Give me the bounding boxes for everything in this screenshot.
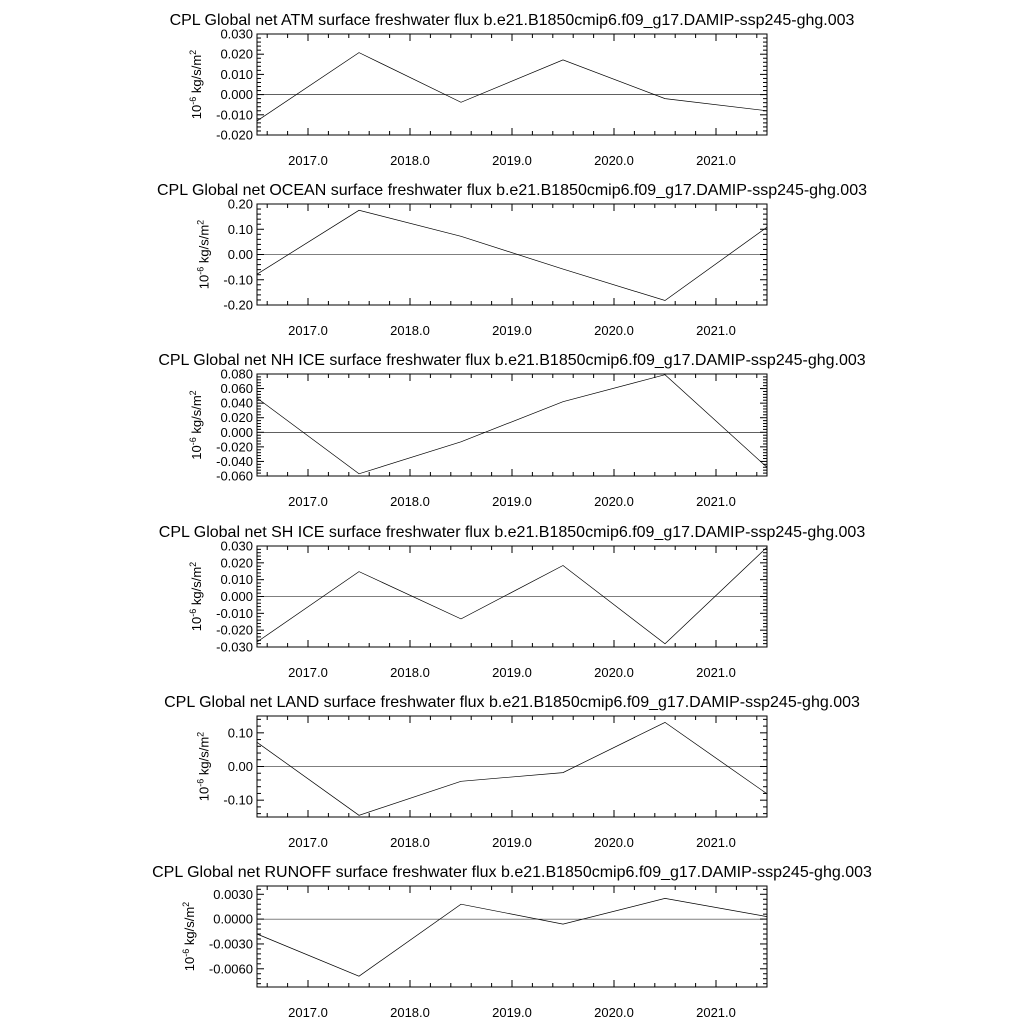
- y-tick-label: -0.10: [223, 272, 253, 288]
- y-axis-label-base: 10: [181, 956, 197, 972]
- y-tick-label: -0.040: [216, 453, 253, 469]
- x-tick-label: 2021.0: [696, 494, 736, 509]
- y-axis-label-base: 10: [196, 274, 212, 290]
- y-tick-label: 0.20: [227, 196, 253, 212]
- y-tick-label: -0.060: [216, 468, 253, 484]
- x-tick-label: 2017.0: [288, 323, 328, 338]
- y-axis-label-exponent: -6: [195, 778, 206, 787]
- x-tick-label: 2020.0: [594, 665, 634, 680]
- x-tick-label: 2021.0: [696, 1005, 736, 1020]
- y-tick-label: 0.10: [227, 221, 253, 237]
- y-tick-label: 0.0000: [213, 911, 253, 927]
- x-tick-label: 2018.0: [390, 1005, 430, 1020]
- y-axis-label-exponent: -6: [188, 437, 199, 446]
- x-tick-label: 2019.0: [492, 494, 532, 509]
- x-tick-label: 2021.0: [696, 665, 736, 680]
- y-axis-label: [188, 562, 204, 631]
- y-axis-label-base: 10: [189, 616, 205, 632]
- y-tick-label: -0.020: [216, 127, 253, 143]
- y-axis-label-exponent: -6: [180, 948, 191, 957]
- y-tick-label: 0.020: [220, 410, 253, 426]
- chart-title: CPL Global net NH ICE surface freshwater flux b.e21.B1850cmip6.f09_g17.DAMIP-ssp245-ghg.003: [158, 352, 866, 369]
- x-tick-label: 2019.0: [492, 1005, 532, 1020]
- y-axis-label-exponent: -6: [188, 96, 199, 105]
- x-tick-label: 2018.0: [390, 494, 430, 509]
- y-tick-label: 0.020: [220, 46, 253, 62]
- y-tick-label: 0.00: [227, 247, 253, 262]
- y-tick-label: -0.0060: [208, 961, 253, 977]
- x-tick-label: 2020.0: [594, 1005, 634, 1020]
- chart-title: CPL Global net SH ICE surface freshwater flux b.e21.B1850cmip6.f09_g17.DAMIP-ssp245-ghg.003: [158, 524, 866, 541]
- y-axis-label-unit: kg/s/m: [196, 736, 212, 779]
- x-tick-label: 2017.0: [288, 665, 328, 680]
- y-axis-label-squared: 2: [180, 901, 191, 907]
- y-tick-label: 0.00: [227, 759, 253, 774]
- y-tick-label: 0.010: [220, 66, 253, 82]
- x-tick-label: 2020.0: [594, 153, 634, 168]
- chart-title: CPL Global net LAND surface freshwater flux b.e21.B1850cmip6.f09_g17.DAMIP-ssp245-ghg.003: [164, 694, 860, 711]
- y-tick-label: 0.060: [220, 381, 253, 397]
- x-tick-label: 2021.0: [696, 153, 736, 168]
- y-tick-label: -0.030: [216, 639, 253, 655]
- x-tick-label: 2021.0: [696, 323, 736, 338]
- x-tick-label: 2020.0: [594, 835, 634, 850]
- y-axis-label-squared: 2: [195, 219, 206, 225]
- y-tick-label: -0.0030: [208, 936, 253, 952]
- y-tick-label: -0.010: [216, 605, 253, 621]
- y-axis-label-squared: 2: [188, 561, 199, 567]
- y-tick-label: 0.000: [220, 87, 253, 103]
- y-axis-label-base: 10: [196, 786, 212, 802]
- x-tick-label: 2017.0: [288, 153, 328, 168]
- y-axis-label-squared: 2: [188, 390, 199, 396]
- y-tick-label: -0.020: [216, 622, 253, 638]
- y-axis-label-unit: kg/s/m: [189, 566, 205, 609]
- chart-title: CPL Global net ATM surface freshwater flux b.e21.B1850cmip6.f09_g17.DAMIP-ssp245-ghg.003: [169, 12, 855, 29]
- y-tick-label: 0.010: [220, 572, 253, 588]
- y-tick-label: -0.20: [223, 297, 253, 313]
- y-tick-label: 0.000: [220, 589, 253, 604]
- y-axis-label: [196, 732, 212, 801]
- x-tick-label: 2017.0: [288, 835, 328, 850]
- x-tick-label: 2021.0: [696, 835, 736, 850]
- y-axis-label-squared: 2: [195, 731, 206, 737]
- y-tick-label: -0.010: [216, 107, 253, 123]
- y-tick-label: 0.020: [220, 555, 253, 571]
- y-tick-label: -0.020: [216, 439, 253, 455]
- y-axis-label-unit: kg/s/m: [181, 906, 197, 949]
- x-tick-label: 2018.0: [390, 153, 430, 168]
- x-tick-label: 2018.0: [390, 665, 430, 680]
- x-tick-label: 2017.0: [288, 494, 328, 509]
- x-tick-label: 2020.0: [594, 494, 634, 509]
- y-tick-label: 0.030: [220, 26, 253, 42]
- y-axis-label-squared: 2: [188, 49, 199, 55]
- y-tick-label: 0.000: [220, 424, 253, 440]
- y-axis-label-exponent: -6: [188, 608, 199, 617]
- chart-title: CPL Global net RUNOFF surface freshwater flux b.e21.B1850cmip6.f09_g17.DAMIP-ssp245-ghg.003: [152, 864, 872, 881]
- y-tick-label: 0.040: [220, 395, 253, 411]
- y-axis-label-unit: kg/s/m: [189, 54, 205, 97]
- y-axis-label: [188, 390, 204, 459]
- y-axis-label-base: 10: [189, 445, 205, 460]
- y-axis-label: [196, 220, 212, 289]
- x-tick-label: 2019.0: [492, 323, 532, 338]
- x-tick-label: 2018.0: [390, 323, 430, 338]
- y-axis-label: [188, 50, 204, 119]
- y-tick-label: 0.080: [220, 366, 253, 382]
- x-tick-label: 2017.0: [288, 1005, 328, 1020]
- y-axis-label: [181, 902, 197, 971]
- y-tick-label: -0.10: [223, 792, 253, 808]
- x-tick-label: 2018.0: [390, 835, 430, 850]
- x-tick-label: 2020.0: [594, 323, 634, 338]
- x-tick-label: 2019.0: [492, 153, 532, 168]
- y-axis-label-base: 10: [189, 104, 205, 120]
- y-tick-label: 0.10: [227, 725, 253, 741]
- x-tick-label: 2019.0: [492, 665, 532, 680]
- y-axis-label-unit: kg/s/m: [189, 395, 205, 438]
- x-tick-label: 2019.0: [492, 835, 532, 850]
- y-axis-label-unit: kg/s/m: [196, 224, 212, 267]
- y-axis-label-exponent: -6: [195, 266, 206, 275]
- y-tick-label: 0.0030: [213, 886, 253, 902]
- y-tick-label: 0.030: [220, 538, 253, 554]
- chart-title: CPL Global net OCEAN surface freshwater flux b.e21.B1850cmip6.f09_g17.DAMIP-ssp245-ghg.003: [156, 182, 868, 199]
